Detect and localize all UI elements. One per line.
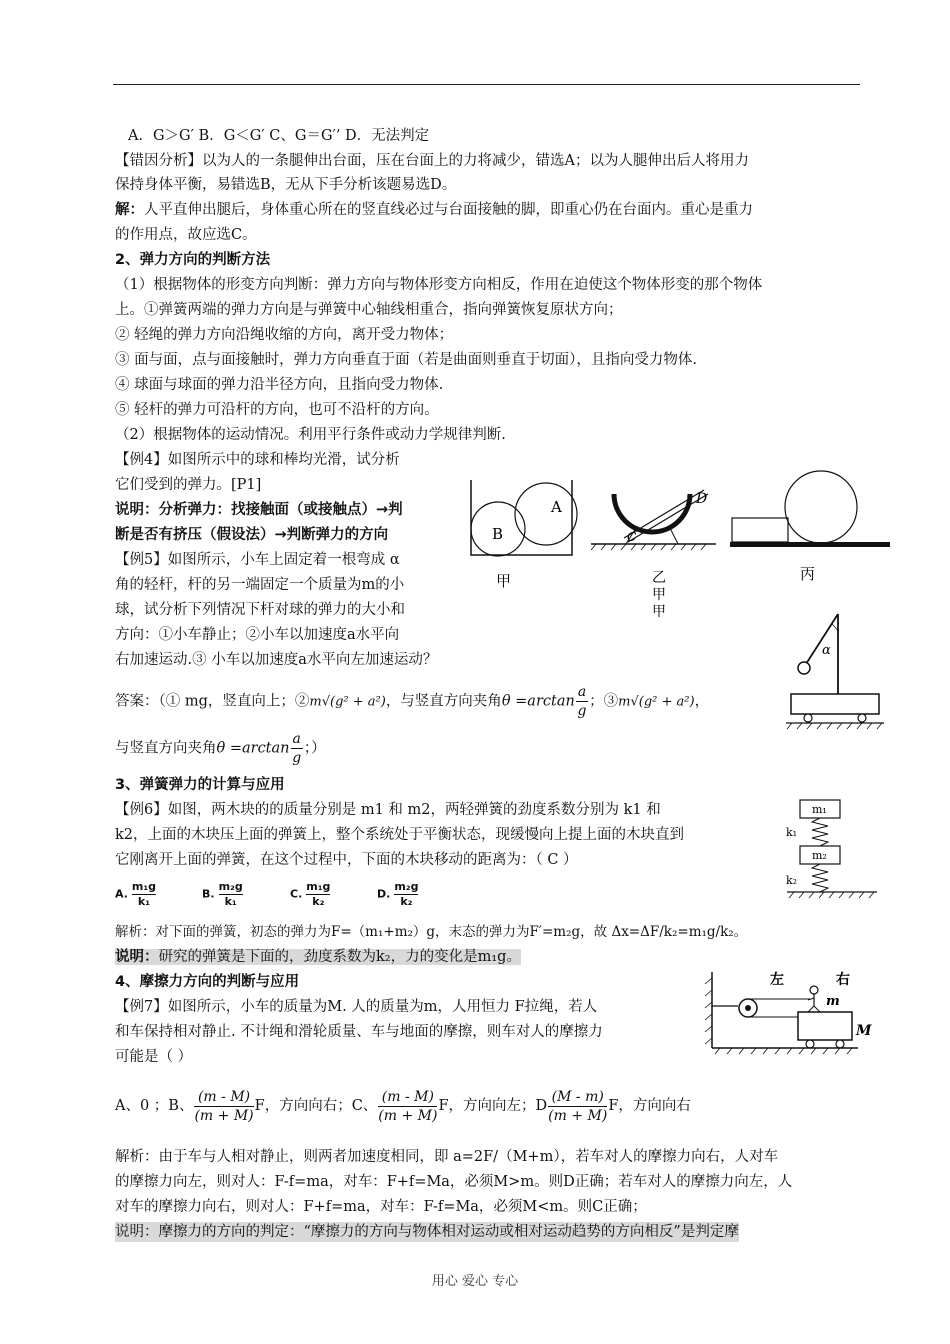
ball-b-label: B <box>492 525 504 543</box>
mass-m-label: m <box>826 994 840 1009</box>
analysis-line-2: 的摩擦力向左，则对人：F-f=ma，对车：F+f=Ma，必须M>m。则D正确；若车对人的摩擦力向左，人 <box>115 1174 793 1190</box>
svg-text:甲: 甲 <box>652 587 666 603</box>
option-c: C. $\frac{\text{m₁g}}{\text{k₂}}$ <box>290 880 331 908</box>
example-6-line-1: 【例6】如图，两木块的的质量分别是 m1 和 m2，两轻弹簧的劲度系数分别为 k1 和 <box>115 802 661 818</box>
answer-line-1: 答案：（① mg，竖直向上；②m√(g² + a²)，与竖直方向夹角θ =arctan $\frac{a}{g}$ ；③m√(g² + a²)， <box>115 684 710 719</box>
note-line-1: 说明：分析弹力：找接触面（或接触点）→判 <box>115 502 403 518</box>
text-line: （2）根据物体的运动情况。利用平行条件或动力学规律判断. <box>115 427 506 443</box>
example-5-line-1: 【例5】如图所示，小车上固定着一根弯成 α <box>115 552 400 568</box>
text-line: ③ 面与面，点与面接触时，弹力方向垂直于面（若是曲面则垂直于切面），且指向受力物体. <box>115 352 697 368</box>
solution-line-2: 的作用点，故应选C。 <box>115 227 257 243</box>
section-heading-3: 3、弹簧弹力的计算与应用 <box>115 777 285 793</box>
ball-a-label: A <box>551 498 562 516</box>
example-4-line-2: 它们受到的弹力。[P1] <box>115 477 262 493</box>
example-7-line-3: 可能是（ ） <box>115 1049 193 1065</box>
figure-cart-with-rod <box>786 606 886 738</box>
example-6-line-2: k2，上面的木块压上面的弹簧上，整个系统处于平衡状态，现缓慢向上提上面的木块直到 <box>115 827 685 843</box>
example-5-line-5: 右加速运动.③ 小车以加速度a水平向左加速运动？ <box>115 652 438 668</box>
text-line: ② 轻绳的弹力方向沿绳收缩的方向，离开受力物体； <box>115 327 454 343</box>
analysis-line-3: 对车的摩擦力向右，则对人：F+f=ma，对车：F-f=Ma，必须M<m。则C正确； <box>115 1199 647 1215</box>
section-heading-4: 4、摩擦力方向的判断与应用 <box>115 974 300 990</box>
example-7-options: A、0 ；B、 $\frac{(m - M)}{(m + M)}$ F，方向向右；C、 $\frac{(m - M)}{(m + M)}$ F，方向向左；D $\frac{(M - m)}{(m + M)}$ F，方向向右 <box>115 1088 691 1124</box>
mass-M-label: M <box>856 1023 872 1039</box>
point-c-label: C <box>627 530 637 544</box>
alpha-label: α <box>822 643 831 658</box>
example-7-line-2: 和车保持相对静止. 不计绳和滑轮质量、车与地面的摩擦，则车对人的摩擦力 <box>115 1024 603 1040</box>
left-label: 左 <box>770 972 784 988</box>
example-4-line-1: 【例4】如图所示中的球和棒均光滑，试分析 <box>115 452 400 468</box>
answer-line-2: 与竖直方向夹角θ =arctan $\frac{a}{g}$ ；） <box>115 731 326 766</box>
question-options: A．G＞G′ B．G＜G′ C、G＝G′’ D．无法判定 <box>128 128 430 144</box>
analysis-line: 解析：对下面的弹簧，初态的弹力为F=（m₁+m₂）g，末态的弹力为F′=m₂g，故 Δx=ΔF/k₂=m₁g/k₂。 <box>115 924 748 940</box>
text-line: （1）根据物体的形变方向判断：弹力方向与物体形变方向相反，作用在迫使这个物体形变的那个物体 <box>115 277 763 293</box>
note-line-final: 说明：摩擦力的方向的判定：“摩擦力的方向与物体相对运动或相对运动趋势的方向相反”是判定摩 <box>115 1224 739 1240</box>
solution-label: 解： <box>115 202 144 218</box>
error-analysis-line-2: 保持身体平衡，易错选B，无从下手分析该题易选D。 <box>115 177 457 193</box>
text-line: ⑤ 轻杆的弹力可沿杆的方向，也可不沿杆的方向。 <box>115 402 439 418</box>
figure-balls-in-container <box>468 480 578 600</box>
example-5-line-4: 方向：①小车静止；②小车以加速度a水平向 <box>115 627 400 643</box>
note-line: 说明：研究的弹簧是下面的，劲度系数为k₂，力的变化是m₁g。 <box>115 949 521 965</box>
spring-k2-label: k₂ <box>786 874 798 887</box>
figure-springs-blocks <box>782 796 882 911</box>
section-heading-2: 2、弹力方向的判断方法 <box>115 252 271 268</box>
figure-block-and-ball <box>728 466 892 586</box>
example-7-line-1: 【例7】如图所示，小车的质量为M. 人的质量为m，人用恒力 F拉绳，若人 <box>115 999 598 1015</box>
solution-line-1: 解：人平直伸出腿后，身体重心所在的竖直线必过与台面接触的脚，即重心仍在台面内。重心是重力 <box>115 202 753 218</box>
right-label: 右 <box>836 972 850 988</box>
point-d-label: D <box>696 491 708 507</box>
option-a: A. $\frac{\text{m₁g}}{\text{k₁}}$ <box>115 880 157 908</box>
sqrt-expression: m√(g² + a²) <box>618 694 695 710</box>
text-line: 上。①弹簧两端的弹力方向是与弹簧中心轴线相重合，指向弹簧恢复原状方向； <box>115 302 623 318</box>
header-rule <box>113 84 860 85</box>
option-d: D. $\frac{\text{m₂g}}{\text{k₂}}$ <box>377 880 419 908</box>
spring-k1-label: k₁ <box>786 826 798 839</box>
block-m1-label: m₁ <box>812 803 827 816</box>
figure-label-yi: 乙 <box>652 570 666 586</box>
figure-label-bing: 丙 <box>800 565 816 583</box>
block-m2-label: m₂ <box>812 849 827 862</box>
svg-text:甲: 甲 <box>652 604 666 620</box>
figure-label-jia: 甲 <box>496 572 512 590</box>
text-line: ④ 球面与球面的弹力沿半径方向，且指向受力物体. <box>115 377 444 393</box>
fraction-a-over-g: $\frac{a}{g}$ <box>292 731 302 766</box>
figure-bowl-with-rod <box>586 482 718 622</box>
figure-person-cart-pulley <box>698 962 878 1062</box>
example-5-line-2: 角的轻杆，杆的另一端固定一个质量为m的小 <box>115 577 405 593</box>
analysis-line-1: 解析：由于车与人相对静止，则两者加速度相同，即 a=2F/（M+m），若车对人的摩擦力向右，人对车 <box>115 1149 779 1165</box>
sqrt-expression: m√(g² + a²) <box>309 694 386 710</box>
example-6-line-3: 它刚离开上面的弹簧，在这个过程中，下面的木块移动的距离为：（ C ） <box>115 852 578 868</box>
fraction-a-over-g: $\frac{a}{g}$ <box>577 684 587 719</box>
page-footer: 用心 爱心 专心 <box>431 1274 519 1289</box>
option-b: B. $\frac{\text{m₂g}}{\text{k₁}}$ <box>202 880 243 908</box>
error-analysis-line-1: 【错因分析】以为人的一条腿伸出台面，压在台面上的力将减少，错选A；以为人腿伸出后人将用力 <box>115 153 749 169</box>
note-line-2: 断是否有挤压（假设法）→判断弹力的方向 <box>115 527 389 543</box>
example-5-line-3: 球，试分析下列情况下杆对球的弹力的大小和 <box>115 602 405 618</box>
